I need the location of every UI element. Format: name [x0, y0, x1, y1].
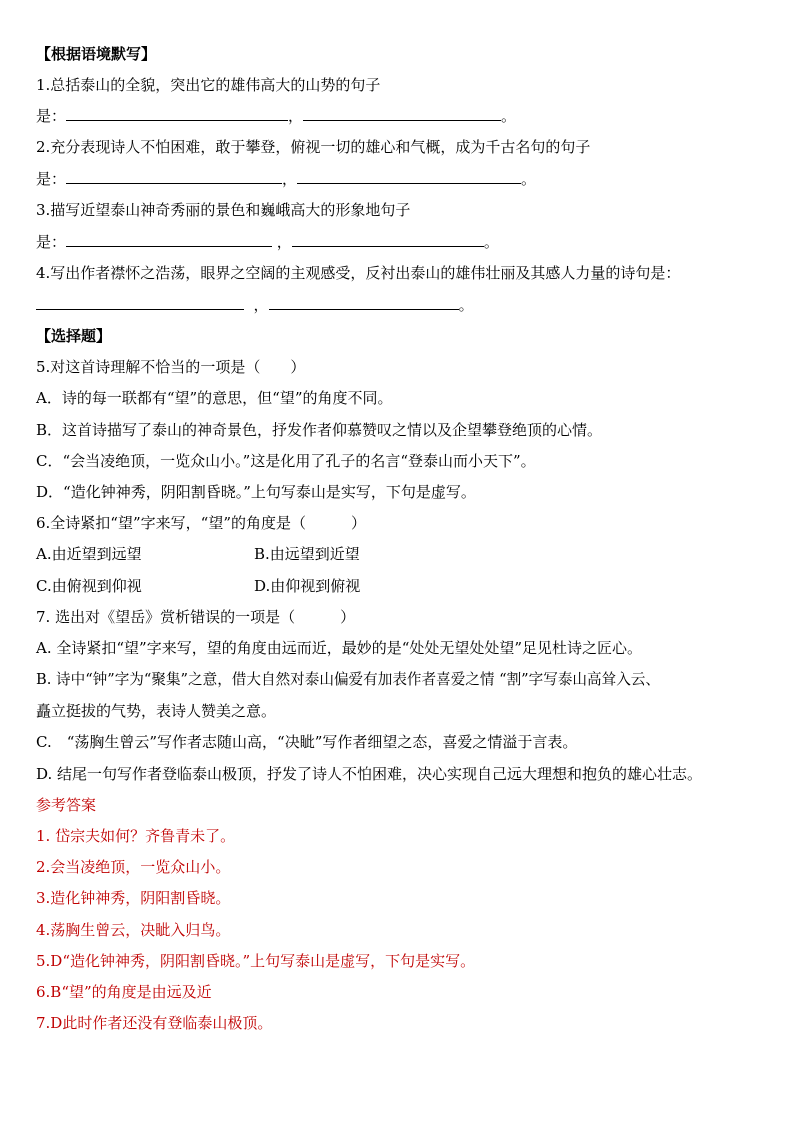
q5-option-a: A．诗的每一联都有“望”的意思，但“望”的角度不同。 — [36, 389, 393, 407]
q6-options-row-1 — [36, 542, 360, 566]
q3-blank-2[interactable] — [292, 230, 484, 247]
q3-answer-line — [36, 230, 499, 254]
answer-item: 2.会当凌绝顶，一览众山小。 — [36, 858, 231, 876]
q4-blank-2[interactable] — [269, 293, 459, 310]
answer-item: 1. 岱宗夫如何？齐鲁青未了。 — [36, 827, 236, 845]
q3-text: 3.描写近望泰山神奇秀丽的景色和巍峨高大的形象地句子 — [36, 201, 411, 219]
q6-option-d: D.由仰视到俯视 — [254, 577, 361, 595]
answer-item: 6.B“望”的角度是由远及近 — [36, 983, 212, 1001]
q3-period: 。 — [483, 233, 499, 251]
q2-period: 。 — [521, 170, 537, 188]
q7-option-d: D. 结尾一句写作者登临泰山极顶，抒发了诗人不怕困难，决心实现自己远大理想和抱负的雄心壮志。 — [36, 765, 703, 783]
q6-option-c: C.由俯视到仰视 — [36, 577, 142, 595]
answer-item: 3.造化钟神秀，阴阳割昏晓。 — [36, 889, 231, 907]
q4-period: 。 — [458, 296, 474, 314]
q1-comma: ， — [288, 107, 304, 125]
q7-option-a: A. 全诗紧扣“望”字来写，望的角度由远而近，最妙的是“处处无望处处望”足见杜诗之匠心。 — [36, 639, 643, 657]
q6-options-row-2 — [36, 574, 361, 598]
q6-option-b: B.由远望到近望 — [254, 545, 360, 563]
q4-text: 4.写出作者襟怀之浩荡，眼界之空阔的主观感受，反衬出泰山的雄伟壮丽及其感人力量的诗句是： — [36, 264, 681, 282]
q2-blank-2[interactable] — [297, 167, 521, 184]
q6-stem: 6.全诗紧扣“望”字来写，“望”的角度是（ ） — [36, 514, 366, 532]
q1-blank-2[interactable] — [303, 104, 501, 121]
answer-item: 5.D“造化钟神秀，阴阳割昏晓。”上句写泰山是虚写，下句是实写。 — [36, 952, 476, 970]
q2-blank-1[interactable] — [66, 167, 282, 184]
q4-answer-line — [36, 293, 474, 317]
answer-item: 4.荡胸生曾云，决眦入归鸟。 — [36, 921, 231, 939]
q4-comma: ， — [253, 296, 269, 314]
q5-option-b: B．这首诗描写了泰山的神奇景色，抒发作者仰慕赞叹之情以及企望攀登绝顶的心情。 — [36, 421, 603, 439]
q4-blank-1[interactable] — [36, 293, 244, 310]
q2-answer-line — [36, 167, 536, 191]
q5-option-c: C．“会当凌绝顶，一览众山小。”这是化用了孔子的名言“登泰山而小天下”。 — [36, 452, 536, 470]
q1-period: 。 — [501, 107, 517, 125]
q7-stem: 7. 选出对《望岳》赏析错误的一项是（ ） — [36, 608, 356, 626]
q1-prefix: 是： — [36, 107, 67, 125]
q7-option-c: C. “荡胸生曾云”写作者志随山高，“决眦”写作者细望之态，喜爱之情溢于言表。 — [36, 733, 578, 751]
q3-blank-1[interactable] — [66, 230, 272, 247]
q1-text: 1.总括泰山的全貌，突出它的雄伟高大的山势的句子 — [36, 76, 381, 94]
choice-section-heading: 【选择题】 — [36, 327, 112, 345]
answer-item: 7.D此时作者还没有登临泰山极顶。 — [36, 1014, 273, 1032]
q7-option-b: B. 诗中“钟”字为“聚集”之意，借大自然对泰山偏爱有加表作者喜爱之情 “割”字写泰山高耸入云、 — [36, 671, 660, 688]
fill-section-heading: 【根据语境默写】 — [36, 45, 157, 63]
q3-prefix: 是： — [36, 233, 67, 251]
q2-prefix: 是： — [36, 170, 67, 188]
q7-option-b-continued: 矗立挺拔的气势，表诗人赞美之意。 — [36, 702, 277, 720]
q2-text: 2.充分表现诗人不怕困难，敢于攀登，俯视一切的雄心和气概，成为千古名句的句子 — [36, 138, 591, 156]
q1-answer-line — [36, 104, 516, 128]
q2-comma: ， — [282, 170, 298, 188]
q3-comma: ， — [276, 233, 292, 251]
q6-option-a: A.由近望到远望 — [36, 545, 142, 563]
q1-blank-1[interactable] — [66, 104, 288, 121]
q5-stem: 5.对这首诗理解不恰当的一项是（ ） — [36, 358, 306, 376]
q5-option-d: D．“造化钟神秀，阴阳割昏晓。”上句写泰山是实写，下句是虚写。 — [36, 483, 476, 501]
answers-heading: 参考答案 — [36, 796, 97, 814]
